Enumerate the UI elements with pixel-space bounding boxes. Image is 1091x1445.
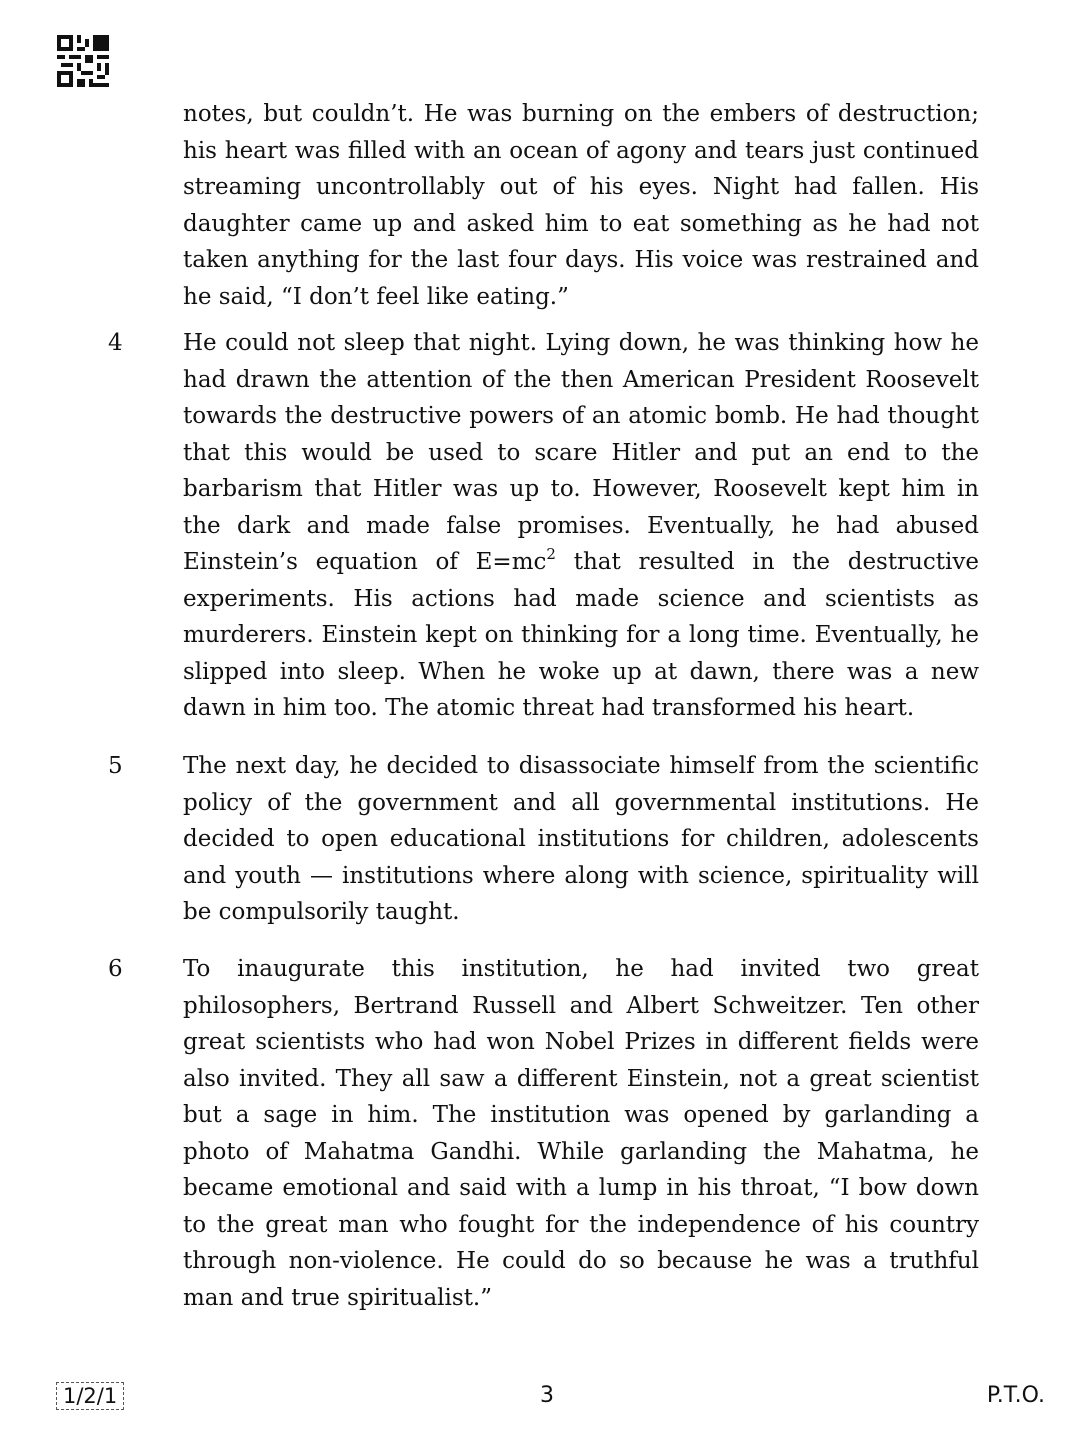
paragraph-text-part: that resulted in the destructive experiments. His actions had made science and scientists as murderers. Einstein kept on thinking for a long time. Eventually, he slipped into sleep. When he woke up at dawn, there was a new dawn in him too. The atomic threat had transformed his heart. bbox=[183, 549, 979, 721]
paragraph-text: To inaugurate this institution, he had invited two great philosophers, Bertrand Russell and Albert Schweitzer. Ten other great scientists who had won Nobel Prizes in different fields were also invited. They all saw a different Einstein, not a great scientist but a sage in him. The institution was opened by garlanding a photo of Mahatma Gandhi. While garlanding the Mahatma, he became emotional and said with a lump in his throat, “I bow down to the great man who fought for the independence of his country through non-violence. He could do so because he was a truthful man and true spiritualist.” bbox=[183, 956, 979, 1311]
paragraph-text: The next day, he decided to disassociate himself from the scientific policy of the government and all governmental institutions. He decided to open educational institutions for children, adolescents and youth — institutions where along with science, spirituality will be compulsorily taught. bbox=[183, 753, 979, 925]
paragraph-number: 4 bbox=[108, 330, 123, 356]
paragraph-text: notes, but couldn’t. He was burning on the embers of destruction; his heart was filled with an ocean of agony and tears just continued streaming uncontrollably out of his eyes. Night had fallen. His daughter came up and asked him to eat something as he had not taken anything for the last four days. His voice was restrained and he said, “I don’t feel like eating.” bbox=[183, 101, 979, 310]
paragraph-number: 5 bbox=[108, 753, 123, 779]
paragraph-text bbox=[183, 325, 979, 727]
paper-code: 1/2/1 bbox=[56, 1382, 124, 1410]
page-number: 3 bbox=[540, 1383, 554, 1408]
qr-code-icon bbox=[57, 35, 109, 87]
pto-label: P.T.O. bbox=[986, 1383, 1045, 1408]
paragraph-number: 6 bbox=[108, 956, 123, 982]
superscript: 2 bbox=[546, 545, 556, 563]
paragraph-text-part: He could not sleep that night. Lying down, he was thinking how he had drawn the attention of the then American President Roosevelt towards the destructive powers of an atomic bomb. He had thought that this would be used to scare Hitler and put an end to the barbarism that Hitler was up to. However, Roosevelt kept him in the dark and made false promises. Eventually, he had abused Einstein’s equation of E=mc bbox=[183, 330, 979, 575]
